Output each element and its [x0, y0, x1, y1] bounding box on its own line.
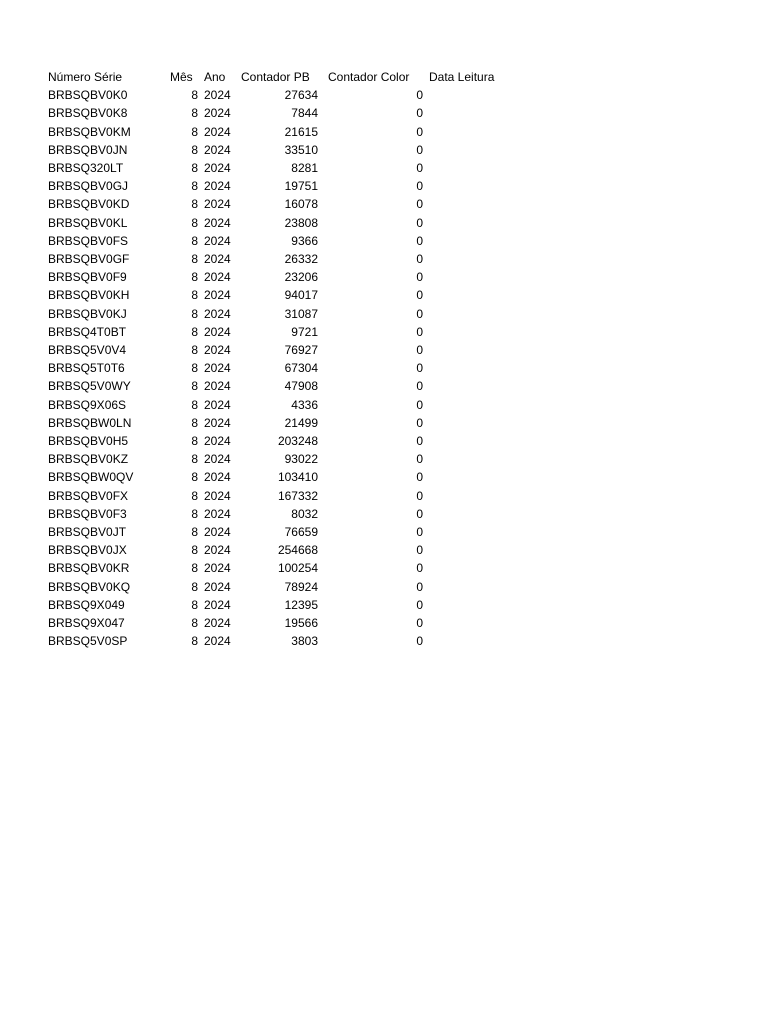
cell-numero-serie: BRBSQBW0LN — [48, 415, 132, 430]
cell-mes: 8 — [191, 361, 198, 376]
cell-contador-pb: 7844 — [291, 106, 318, 121]
cell-mes: 8 — [191, 179, 198, 194]
cell-numero-serie: BRBSQBV0K0 — [48, 88, 128, 103]
cell-mes: 8 — [191, 597, 198, 612]
cell-mes: 8 — [191, 324, 198, 339]
cell-data-leitura — [423, 177, 513, 195]
cell-mes: 8 — [191, 543, 198, 558]
cell-contador-pb: 31087 — [284, 306, 318, 321]
table-row — [44, 396, 513, 414]
cell-ano: 2024 — [204, 488, 231, 503]
cell-numero-serie: BRBSQ5V0WY — [48, 379, 131, 394]
cell-data-leitura — [423, 414, 513, 432]
cell-ano: 2024 — [204, 252, 231, 267]
cell-ano: 2024 — [204, 597, 231, 612]
cell-contador-pb: 21499 — [284, 415, 318, 430]
table-row — [44, 177, 513, 195]
cell-mes: 8 — [191, 525, 198, 540]
cell-ano: 2024 — [204, 124, 231, 139]
cell-contador-color: 0 — [416, 252, 423, 267]
cell-numero-serie: BRBSQBV0GJ — [48, 179, 129, 194]
table-row — [44, 86, 513, 104]
cell-mes: 8 — [191, 288, 198, 303]
cell-mes: 8 — [191, 579, 198, 594]
cell-data-leitura — [423, 214, 513, 232]
cell-ano: 2024 — [204, 616, 231, 631]
table-row — [44, 232, 513, 250]
cell-numero-serie: BRBSQBV0FS — [48, 233, 129, 248]
table-row — [44, 541, 513, 559]
cell-mes: 8 — [191, 616, 198, 631]
cell-contador-color: 0 — [416, 270, 423, 285]
cell-ano: 2024 — [204, 506, 231, 521]
cell-contador-color: 0 — [416, 124, 423, 139]
cell-numero-serie: BRBSQ5V0SP — [48, 634, 128, 649]
table-row — [44, 487, 513, 505]
cell-ano: 2024 — [204, 415, 231, 430]
cell-numero-serie: BRBSQ5V0V4 — [48, 343, 127, 358]
cell-contador-color: 0 — [416, 306, 423, 321]
cell-contador-pb: 19751 — [284, 179, 318, 194]
cell-contador-pb: 26332 — [284, 252, 318, 267]
cell-ano: 2024 — [204, 197, 231, 212]
cell-numero-serie: BRBSQBV0KH — [48, 288, 130, 303]
cell-numero-serie: BRBSQ4T0BT — [48, 324, 127, 339]
cell-mes: 8 — [191, 197, 198, 212]
cell-mes: 8 — [191, 506, 198, 521]
cell-contador-pb: 23206 — [284, 270, 318, 285]
cell-numero-serie: BRBSQBV0FX — [48, 488, 129, 503]
cell-contador-pb: 76927 — [284, 343, 318, 358]
cell-mes: 8 — [191, 161, 198, 176]
cell-contador-color: 0 — [416, 324, 423, 339]
table-row — [44, 214, 513, 232]
cell-numero-serie: BRBSQBV0KL — [48, 215, 128, 230]
cell-mes: 8 — [191, 270, 198, 285]
cell-numero-serie: BRBSQ9X049 — [48, 597, 125, 612]
cell-data-leitura — [423, 232, 513, 250]
cell-numero-serie: BRBSQBV0KJ — [48, 306, 127, 321]
cell-contador-pb: 27634 — [284, 88, 318, 103]
cell-data-leitura — [423, 450, 513, 468]
cell-contador-color: 0 — [416, 142, 423, 157]
header-numero-serie: Número Série — [48, 70, 123, 84]
cell-ano: 2024 — [204, 343, 231, 358]
cell-ano: 2024 — [204, 88, 231, 103]
cell-data-leitura — [423, 323, 513, 341]
cell-data-leitura — [423, 123, 513, 141]
cell-contador-pb: 9721 — [291, 324, 318, 339]
cell-numero-serie: BRBSQBV0K8 — [48, 106, 128, 121]
cell-mes: 8 — [191, 215, 198, 230]
cell-contador-color: 0 — [416, 543, 423, 558]
table-row — [44, 159, 513, 177]
table-body — [44, 86, 513, 650]
cell-data-leitura — [423, 578, 513, 596]
cell-numero-serie: BRBSQBW0QV — [48, 470, 134, 485]
cell-mes: 8 — [191, 488, 198, 503]
cell-mes: 8 — [191, 233, 198, 248]
cell-data-leitura — [423, 468, 513, 486]
cell-numero-serie: BRBSQBV0JX — [48, 543, 127, 558]
table-row — [44, 578, 513, 596]
cell-contador-pb: 78924 — [284, 579, 318, 594]
cell-contador-color: 0 — [416, 597, 423, 612]
header-row — [44, 68, 513, 86]
cell-mes: 8 — [191, 124, 198, 139]
cell-contador-pb: 19566 — [284, 616, 318, 631]
cell-data-leitura — [423, 432, 513, 450]
cell-mes: 8 — [191, 397, 198, 412]
cell-contador-color: 0 — [416, 634, 423, 649]
cell-data-leitura — [423, 159, 513, 177]
cell-contador-pb: 21615 — [284, 124, 318, 139]
cell-contador-pb: 4336 — [291, 397, 318, 412]
cell-ano: 2024 — [204, 233, 231, 248]
cell-contador-color: 0 — [416, 379, 423, 394]
cell-contador-pb: 12395 — [284, 597, 318, 612]
table-row — [44, 104, 513, 122]
cell-contador-pb: 93022 — [284, 452, 318, 467]
cell-numero-serie: BRBSQ9X06S — [48, 397, 127, 412]
cell-mes: 8 — [191, 379, 198, 394]
cell-data-leitura — [423, 614, 513, 632]
cell-numero-serie: BRBSQBV0KM — [48, 124, 131, 139]
cell-data-leitura — [423, 104, 513, 122]
cell-numero-serie: BRBSQBV0F3 — [48, 506, 127, 521]
cell-contador-color: 0 — [416, 397, 423, 412]
cell-data-leitura — [423, 195, 513, 213]
cell-contador-pb: 23808 — [284, 215, 318, 230]
table-row — [44, 341, 513, 359]
cell-contador-color: 0 — [416, 525, 423, 540]
cell-ano: 2024 — [204, 361, 231, 376]
cell-mes: 8 — [191, 561, 198, 576]
cell-contador-pb: 3803 — [291, 634, 318, 649]
cell-numero-serie: BRBSQBV0JN — [48, 142, 128, 157]
cell-numero-serie: BRBSQ320LT — [48, 161, 124, 176]
header-data-leitura: Data Leitura — [429, 70, 495, 84]
table-row — [44, 377, 513, 395]
cell-mes: 8 — [191, 434, 198, 449]
cell-numero-serie: BRBSQBV0KQ — [48, 579, 131, 594]
cell-data-leitura — [423, 505, 513, 523]
table-row — [44, 468, 513, 486]
cell-ano: 2024 — [204, 215, 231, 230]
cell-contador-pb: 203248 — [277, 434, 318, 449]
cell-contador-color: 0 — [416, 161, 423, 176]
cell-contador-color: 0 — [416, 561, 423, 576]
cell-ano: 2024 — [204, 434, 231, 449]
cell-ano: 2024 — [204, 452, 231, 467]
cell-data-leitura — [423, 141, 513, 159]
table-row — [44, 323, 513, 341]
cell-mes: 8 — [191, 452, 198, 467]
cell-mes: 8 — [191, 470, 198, 485]
cell-numero-serie: BRBSQBV0H5 — [48, 434, 129, 449]
cell-data-leitura — [423, 523, 513, 541]
cell-numero-serie: BRBSQBV0GF — [48, 252, 130, 267]
header-contador-pb: Contador PB — [241, 70, 310, 84]
table-row — [44, 596, 513, 614]
table-row — [44, 141, 513, 159]
cell-contador-color: 0 — [416, 106, 423, 121]
cell-data-leitura — [423, 250, 513, 268]
table-row — [44, 450, 513, 468]
table-row — [44, 632, 513, 650]
table-row — [44, 614, 513, 632]
cell-data-leitura — [423, 268, 513, 286]
table-row — [44, 250, 513, 268]
cell-contador-pb: 16078 — [284, 197, 318, 212]
cell-numero-serie: BRBSQBV0KD — [48, 197, 130, 212]
cell-contador-pb: 33510 — [284, 142, 318, 157]
cell-ano: 2024 — [204, 306, 231, 321]
cell-contador-pb: 94017 — [284, 288, 318, 303]
table-row — [44, 559, 513, 577]
cell-ano: 2024 — [204, 397, 231, 412]
cell-ano: 2024 — [204, 179, 231, 194]
cell-data-leitura — [423, 359, 513, 377]
table-row — [44, 359, 513, 377]
table-row — [44, 523, 513, 541]
table-row — [44, 414, 513, 432]
cell-contador-color: 0 — [416, 506, 423, 521]
cell-contador-color: 0 — [416, 616, 423, 631]
table-row — [44, 123, 513, 141]
cell-contador-pb: 76659 — [284, 525, 318, 540]
cell-ano: 2024 — [204, 324, 231, 339]
cell-ano: 2024 — [204, 579, 231, 594]
cell-data-leitura — [423, 286, 513, 304]
cell-contador-pb: 8032 — [291, 506, 318, 521]
cell-ano: 2024 — [204, 142, 231, 157]
header-contador-color: Contador Color — [328, 70, 410, 84]
cell-data-leitura — [423, 487, 513, 505]
cell-contador-color: 0 — [416, 415, 423, 430]
cell-contador-color: 0 — [416, 179, 423, 194]
cell-contador-color: 0 — [416, 288, 423, 303]
cell-ano: 2024 — [204, 470, 231, 485]
cell-data-leitura — [423, 396, 513, 414]
cell-contador-color: 0 — [416, 88, 423, 103]
cell-mes: 8 — [191, 106, 198, 121]
cell-mes: 8 — [191, 343, 198, 358]
cell-numero-serie: BRBSQBV0KZ — [48, 452, 129, 467]
cell-ano: 2024 — [204, 270, 231, 285]
cell-numero-serie: BRBSQBV0F9 — [48, 270, 127, 285]
cell-mes: 8 — [191, 634, 198, 649]
cell-ano: 2024 — [204, 106, 231, 121]
cell-contador-color: 0 — [416, 470, 423, 485]
table-row — [44, 286, 513, 304]
cell-data-leitura — [423, 541, 513, 559]
cell-numero-serie: BRBSQBV0KR — [48, 561, 130, 576]
cell-contador-color: 0 — [416, 452, 423, 467]
cell-ano: 2024 — [204, 561, 231, 576]
cell-contador-pb: 100254 — [277, 561, 318, 576]
table-row — [44, 305, 513, 323]
cell-ano: 2024 — [204, 634, 231, 649]
cell-data-leitura — [423, 632, 513, 650]
table-row — [44, 268, 513, 286]
cell-contador-pb: 67304 — [284, 361, 318, 376]
cell-contador-pb: 254668 — [277, 543, 318, 558]
cell-contador-color: 0 — [416, 233, 423, 248]
table-row — [44, 195, 513, 213]
cell-ano: 2024 — [204, 288, 231, 303]
table-row — [44, 505, 513, 523]
cell-data-leitura — [423, 86, 513, 104]
spreadsheet-page — [0, 68, 768, 651]
cell-contador-color: 0 — [416, 361, 423, 376]
cell-numero-serie: BRBSQ5T0T6 — [48, 361, 125, 376]
cell-contador-pb: 8281 — [291, 161, 318, 176]
cell-contador-pb: 47908 — [284, 379, 318, 394]
cell-data-leitura — [423, 596, 513, 614]
cell-mes: 8 — [191, 88, 198, 103]
cell-data-leitura — [423, 305, 513, 323]
cell-contador-color: 0 — [416, 197, 423, 212]
header-mes: Mês — [170, 70, 193, 84]
cell-mes: 8 — [191, 415, 198, 430]
cell-contador-color: 0 — [416, 434, 423, 449]
cell-data-leitura — [423, 377, 513, 395]
cell-contador-color: 0 — [416, 488, 423, 503]
cell-mes: 8 — [191, 142, 198, 157]
cell-contador-color: 0 — [416, 343, 423, 358]
cell-contador-color: 0 — [416, 215, 423, 230]
cell-contador-pb: 167332 — [277, 488, 318, 503]
cell-mes: 8 — [191, 306, 198, 321]
cell-ano: 2024 — [204, 379, 231, 394]
cell-data-leitura — [423, 341, 513, 359]
cell-contador-pb: 103410 — [277, 470, 318, 485]
cell-ano: 2024 — [204, 525, 231, 540]
readings-table — [44, 68, 513, 651]
header-ano: Ano — [204, 70, 226, 84]
cell-ano: 2024 — [204, 161, 231, 176]
cell-ano: 2024 — [204, 543, 231, 558]
cell-contador-pb: 9366 — [291, 233, 318, 248]
cell-numero-serie: BRBSQBV0JT — [48, 525, 127, 540]
cell-contador-color: 0 — [416, 579, 423, 594]
table-row — [44, 432, 513, 450]
cell-numero-serie: BRBSQ9X047 — [48, 616, 125, 631]
cell-mes: 8 — [191, 252, 198, 267]
cell-data-leitura — [423, 559, 513, 577]
